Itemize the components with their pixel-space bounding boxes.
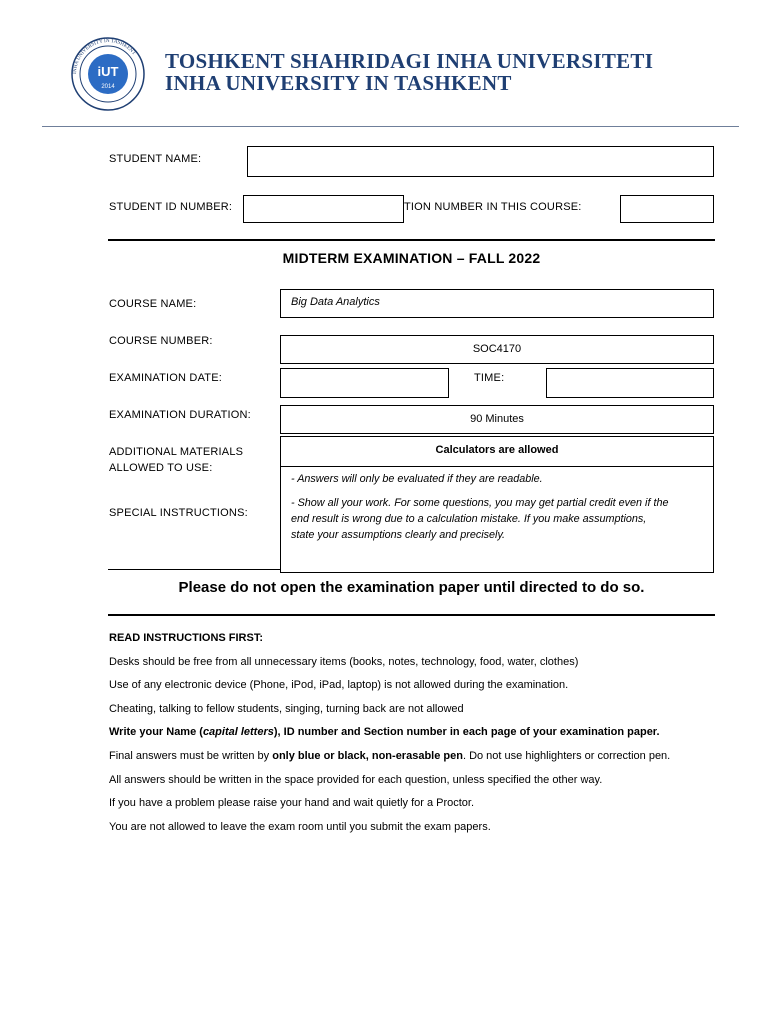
course-number-field xyxy=(280,335,714,364)
title-top-rule xyxy=(108,239,715,241)
student-name-label: STUDENT NAME: xyxy=(109,153,202,165)
exam-duration-label: EXAMINATION DURATION: xyxy=(109,409,251,421)
materials-label-line1: ADDITIONAL MATERIALS xyxy=(109,446,244,458)
exam-duration-value: 90 Minutes xyxy=(470,413,524,425)
course-number-value: SOC4170 xyxy=(472,343,522,355)
svg-text:INHA UNIVERSITY IN TASHKENT: INHA UNIVERSITY IN TASHKENT xyxy=(71,37,137,75)
special-instructions-field xyxy=(280,466,714,573)
student-id-label: STUDENT ID NUMBER: xyxy=(109,201,233,213)
instruction-line-4: Write your Name (capital letters), ID number and Section number in each page of your examination paper. xyxy=(109,726,660,738)
logo-initials: iUT xyxy=(97,64,119,79)
warning-rule xyxy=(108,614,715,616)
university-name-uz: TOSHKENT SHAHRIDAGI INHA UNIVERSITETI xyxy=(165,49,654,73)
exam-duration-field xyxy=(280,405,714,434)
header-divider xyxy=(42,126,739,127)
instruction-line-2: Use of any electronic device (Phone, iPod, iPad, laptop) is not allowed during the examination. xyxy=(109,679,569,691)
instructions-heading: READ INSTRUCTIONS FIRST: xyxy=(109,632,263,644)
course-name-label: COURSE NAME: xyxy=(109,298,197,310)
label-column-rule xyxy=(108,569,280,570)
instruction-line-8: You are not allowed to leave the exam room until you submit the exam papers. xyxy=(109,821,491,833)
course-name-field xyxy=(280,289,714,318)
student-name-field[interactable] xyxy=(247,146,714,177)
time-label: TIME: xyxy=(474,372,505,384)
instruction-line-3: Cheating, talking to fellow students, singing, turning back are not allowed xyxy=(109,703,464,715)
special-line-2b: end result is wrong due to a calculation mistake. If you make assumptions, xyxy=(291,513,647,525)
logo-year: 2014 xyxy=(101,84,115,90)
exam-date-field[interactable] xyxy=(280,368,449,398)
instruction-line-6: All answers should be written in the space provided for each question, unless specified the other way. xyxy=(109,774,603,786)
do-not-open-warning: Please do not open the examination paper until directed to do so. xyxy=(178,579,645,596)
instruction-line-1: Desks should be free from all unnecessary items (books, notes, technology, food, water, clothes) xyxy=(109,656,579,668)
materials-field xyxy=(280,436,714,467)
instruction-line-7: If you have a problem please raise your hand and wait quietly for a Proctor. xyxy=(109,797,475,809)
university-logo xyxy=(70,36,146,112)
section-number-label: TION NUMBER IN THIS COURSE: xyxy=(404,201,582,213)
course-number-label: COURSE NUMBER: xyxy=(109,335,213,347)
exam-title: MIDTERM EXAMINATION – FALL 2022 xyxy=(282,250,541,266)
special-instructions-label: SPECIAL INSTRUCTIONS: xyxy=(109,507,248,519)
university-name-en: INHA UNIVERSITY IN TASHKENT xyxy=(165,71,512,95)
special-line-2c: state your assumptions clearly and precisely. xyxy=(291,529,506,541)
special-line-1: - Answers will only be evaluated if they are readable. xyxy=(291,473,543,485)
course-name-value: Big Data Analytics xyxy=(291,296,380,308)
time-field[interactable] xyxy=(546,368,714,398)
instruction-line-5: Final answers must be written by only blue or black, non-erasable pen. Do not use highlighters or correction pen. xyxy=(109,750,671,762)
exam-date-label: EXAMINATION DATE: xyxy=(109,372,223,384)
materials-value: Calculators are allowed xyxy=(435,444,559,456)
section-number-field[interactable] xyxy=(620,195,714,223)
materials-label-line2: ALLOWED TO USE: xyxy=(109,462,213,474)
special-line-2a: - Show all your work. For some questions, you may get partial credit even if the xyxy=(291,497,669,509)
student-id-field[interactable] xyxy=(243,195,404,223)
